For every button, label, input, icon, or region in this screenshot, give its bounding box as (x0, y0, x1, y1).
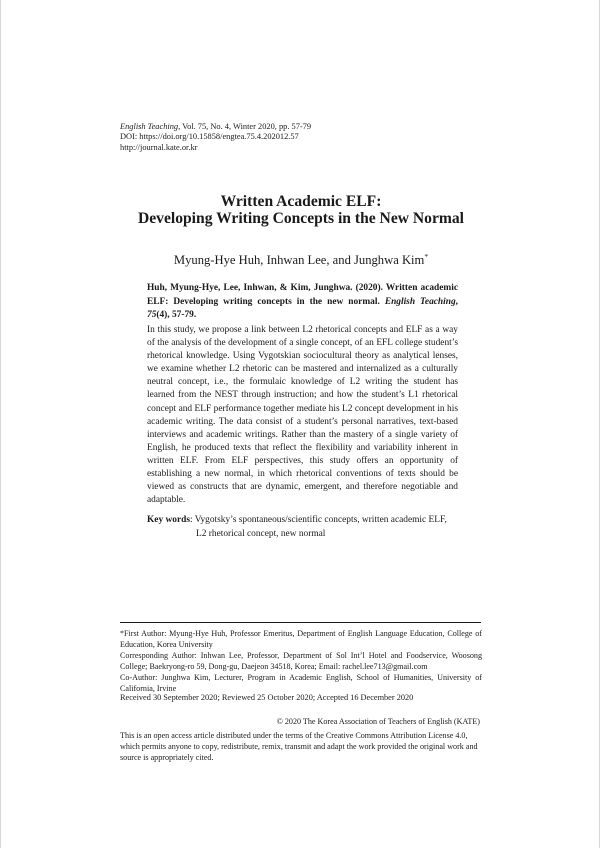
paper-title (1, 193, 600, 227)
footnote-marker: * (424, 252, 429, 261)
author-footnotes (120, 629, 482, 694)
journal-citation-line (120, 122, 311, 132)
citation-issue-pages: (4), 57-79. (156, 310, 197, 320)
keywords-line-2: L2 rhetorical concept, new normal (196, 528, 326, 539)
author-names: Myung-Hye Huh, Inhwan Lee, and Junghwa Kim (173, 253, 425, 267)
footnote-divider (120, 622, 481, 623)
title-line-1: Written Academic ELF: (220, 193, 382, 210)
citation-separator: , (455, 296, 458, 307)
abstract-text: In this study, we propose a link between L2 rhetorical concepts and ELF as a way of the analysis of the development of a single concept, of an EFL college student’s rhetorical knowledge. Using Vygotskian sociocultural theory as analytical lenses, we examine whether L2 rhetoric can be mastered and internalized as a culturally neutral concept, i.e., the formulaic knowledge of L2 writing the student has learned from the NEST through instruction; and how the student’s L1 rhetorical concept and ELF performance together mediate his L2 concept development in his academic writing. The data consist of a student’s personal narratives, text-based interviews and academic writings. Rather than the mastery of a single variety of English, he produced texts that reflect the flexibility and variability inherent in written ELF. From ELF perspectives, this study offers an opportunity of establishing a new normal, in which rhetorical conventions of texts should be viewed as constructs that are dynamic, emergent, and therefore negotiable and adaptable. (147, 325, 458, 506)
doi-line: DOI: https://doi.org/10.15858/engtea.75.4.202012.57 (120, 132, 299, 142)
citation-volume: 75 (147, 310, 157, 320)
journal-name: English Teaching (120, 122, 179, 131)
keywords-line-1: Vygotsky’s spontaneous/scientific concepts, written academic ELF, (194, 515, 447, 525)
journal-header (120, 122, 311, 153)
keywords-block (147, 514, 458, 541)
license-note: This is an open access article distributed under the terms of the Creative Commons Attribution License 4.0, which permits anyone to copy, redistribute, remix, transmit and adapt the work provided the original work and source is appropriately cited. (120, 731, 478, 762)
first-author-note: *First Author: Myung-Hye Huh, Professor Emeritus, Department of English Language Education, College of Education, Korea University (120, 629, 482, 649)
received-dates: Received 30 September 2020; Reviewed 25 October 2020; Accepted 16 December 2020 (120, 693, 414, 702)
citation-block (147, 282, 458, 323)
corresponding-author-note: Corresponding Author: Inhwan Lee, Professor, Department of Sol Int’l Hotel and Foodservice, Woosong College; Baekryong-ro 59, Dong-gu, Daejeon 34518, Korea; Email: rachel.lee713@gmail.com (120, 650, 482, 671)
author-list (1, 252, 600, 268)
title-line-2: Developing Writing Concepts in the New Normal (137, 210, 464, 227)
citation-prefix: Huh, Myung-Hye, Lee, Inhwan, & Kim, Junghwa. (2020). Written academic ELF: Developing writing concepts in the new normal. (147, 283, 458, 307)
co-author-note: Co-Author: Junghwa Kim, Lecturer, Program in Academic English, School of Humanities, University of California, Irvine (120, 672, 482, 693)
journal-url: http://journal.kate.or.kr (120, 142, 198, 152)
copyright-line: © 2020 The Korea Association of Teachers of English (KATE) (276, 717, 480, 726)
citation-journal: English Teaching (384, 296, 456, 307)
keywords-label: Key words (147, 515, 190, 525)
keywords-colon: : (189, 515, 195, 525)
volume-info: , Vol. 75, No. 4, Winter 2020, pp. 57-79 (178, 122, 312, 131)
